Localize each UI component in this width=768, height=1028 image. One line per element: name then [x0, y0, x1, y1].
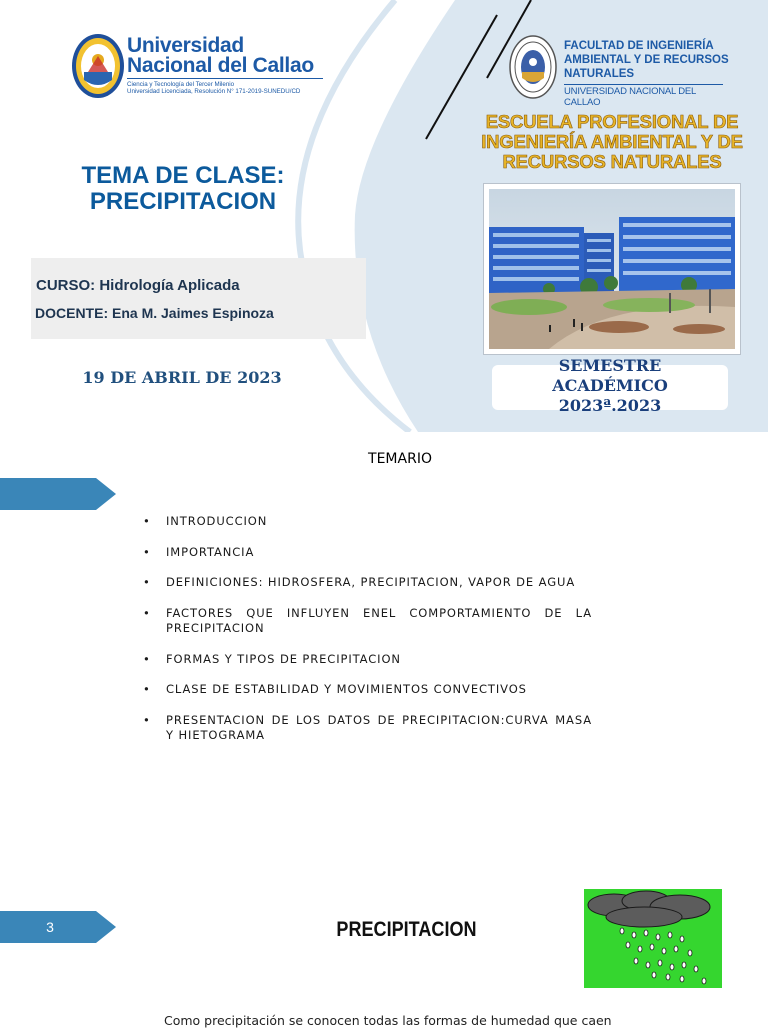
semester-line3: 2023ª.2023 [558, 396, 662, 415]
temario-title: TEMARIO [368, 451, 432, 467]
bullet: • [143, 651, 151, 666]
faculty-subline: UNIVERSIDAD NACIONAL DEL CALLAO [564, 84, 723, 108]
semester-line1: SEMESTRE [558, 356, 662, 375]
university-tagline2: Universidad Licenciada, Resolución N° 171-2019-SUNEDU/CD [127, 88, 301, 95]
school-line2: INGENIERÍA AMBIENTAL Y DE [481, 131, 743, 152]
rain-cloud-icon [584, 889, 722, 988]
university-tagline1: Ciencia y Tecnología del Tercer Milenio [127, 81, 235, 88]
school-line3: RECURSOS NATURALES [502, 151, 722, 172]
bullet: • [143, 712, 151, 727]
bullet: • [143, 514, 151, 528]
faculty-line1: FACULTAD DE INGENIERÍA [564, 40, 714, 52]
course-label: CURSO: Hidrología Aplicada [36, 277, 240, 294]
faculty-name [564, 39, 729, 81]
faculty-line2: AMBIENTAL Y DE RECURSOS [564, 54, 729, 66]
university-seal-icon [70, 32, 126, 100]
class-date: 19 DE ABRIL DE 2023 [82, 368, 282, 387]
bullet: • [143, 605, 151, 620]
semester-line2: ACADÉMICO [552, 376, 668, 395]
list-item: • FORMAS Y TIPOS DE PRECIPITACION [143, 651, 401, 666]
university-tagline [127, 78, 323, 95]
list-item: • CLASE DE ESTABILIDAD Y MOVIMIENTOS CONVECTIVOS [143, 682, 527, 696]
bullet: • [143, 682, 151, 696]
list-item: • INTRODUCCION [143, 514, 268, 528]
campus-photo [489, 189, 735, 349]
university-name-line2: Nacional del Callao [127, 54, 314, 77]
slide3-page-number: 3 [46, 919, 54, 935]
campus-photo-frame [483, 183, 741, 355]
cover-slide [0, 0, 768, 432]
bullet: • [143, 575, 151, 589]
course-info-box [31, 258, 366, 339]
school-line1: ESCUELA PROFESIONAL DE [485, 111, 739, 132]
university-name [127, 36, 314, 76]
semester-label [492, 356, 728, 416]
faculty-seal-icon [509, 34, 557, 100]
university-name-line1: Universidad [127, 34, 244, 57]
school-name [468, 112, 756, 172]
precipitation-title: PRECIPITACION [336, 918, 477, 941]
list-item: • DEFINICIONES: HIDROSFERA, PRECIPITACION, VAPOR DE AGUA [143, 575, 576, 589]
faculty-line3: NATURALES [564, 68, 635, 80]
topic-line2: PRECIPITACION [89, 188, 277, 215]
list-item: • PRESENTACION DE LOS DATOS DE PRECIPITACION:CURVA MASA Y HIETOGRAMA [143, 712, 592, 742]
list-item: • IMPORTANCIA [143, 544, 255, 559]
class-topic-title [40, 163, 326, 215]
list-item: • FACTORES QUE INFLUYEN ENEL COMPORTAMIENTO DE LA PRECIPITACION [143, 605, 592, 635]
topic-list [143, 514, 592, 759]
teacher-label: DOCENTE: Ena M. Jaimes Espinoza [35, 305, 274, 321]
topic-line1: TEMA DE CLASE: [81, 162, 285, 189]
intro-paragraph: Como precipitación se conocen todas las formas de humedad que caen [164, 1013, 612, 1028]
bullet: • [143, 544, 151, 559]
temario-page-number [0, 478, 100, 510]
